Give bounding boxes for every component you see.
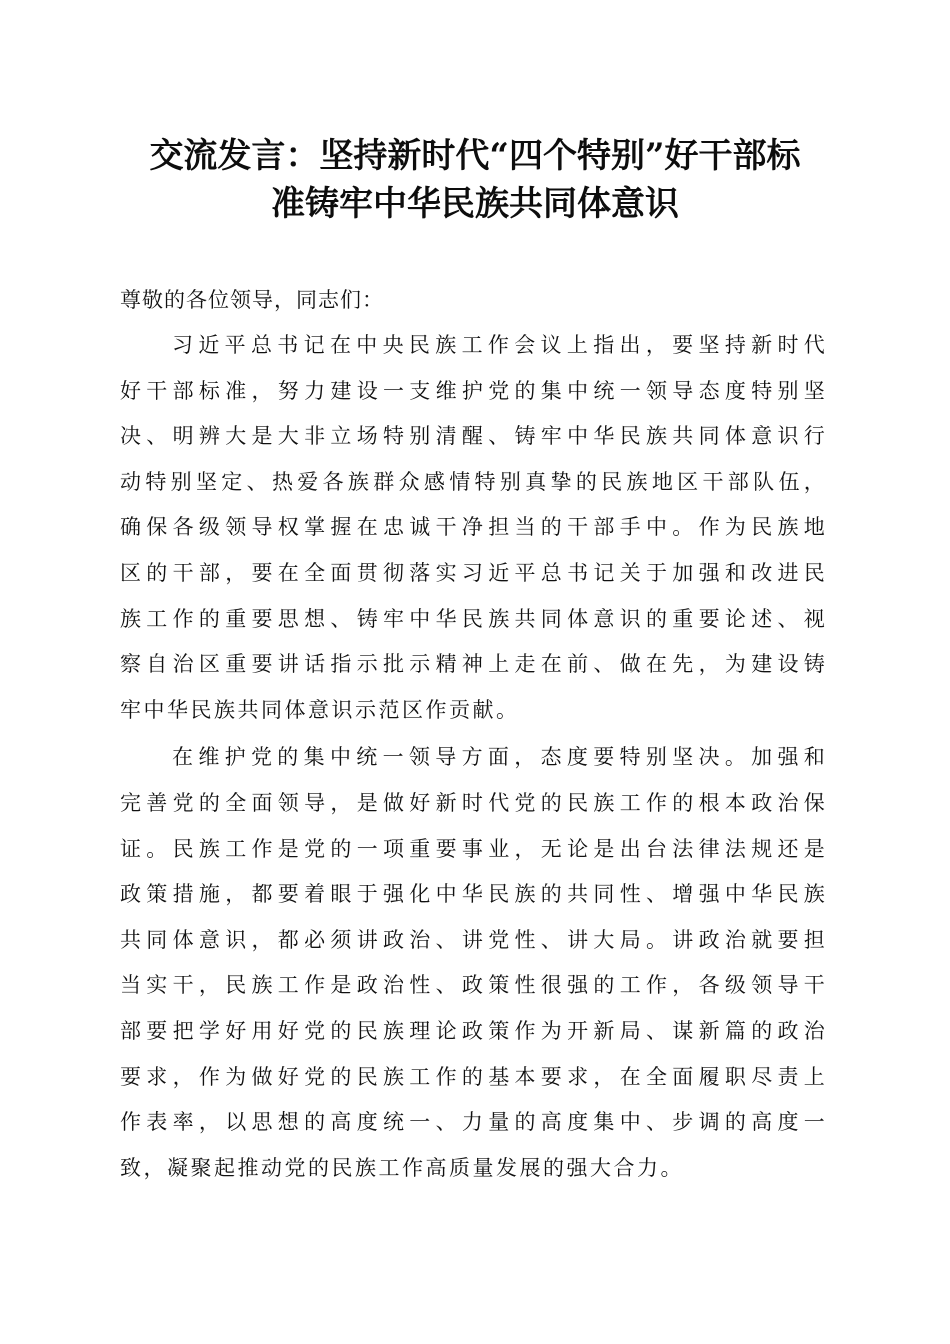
paragraph-line: 习近平总书记在中央民族工作会议上指出，要坚持新时代 [172,333,825,357]
paragraph-line: 好干部标准，努力建设一支维护党的集中统一领导态度特别坚 [120,378,825,403]
paragraph-line: 作表率，以思想的高度统一、力量的高度集中、步调的高度一 [120,1110,825,1135]
paragraph-1 [120,323,825,733]
paragraph-line: 当实干，民族工作是政治性、政策性很强的工作，各级领导干 [120,973,825,998]
paragraph-line: 政策措施，都要着眼于强化中华民族的共同性、增强中华民族 [120,882,825,907]
paragraph-line: 决、明辨大是大非立场特别清醒、铸牢中华民族共同体意识行 [120,424,825,449]
paragraph-line: 确保各级领导权掌握在忠诚干净担当的干部手中。作为民族地 [120,515,825,540]
paragraph-line: 致，凝聚起推动党的民族工作高质量发展的强大合力。 [120,1155,684,1180]
paragraph-line: 在维护党的集中统一领导方面，态度要特别坚决。加强和 [172,745,825,770]
salutation: 尊敬的各位领导，同志们： [120,288,384,312]
paragraph-line: 族工作的重要思想、铸牢中华民族共同体意识的重要论述、视 [120,606,825,631]
paragraph-line: 部要把学好用好党的民族理论政策作为开新局、谋新篇的政治 [120,1018,825,1043]
paragraph-line: 牢中华民族共同体意识示范区作贡献。 [120,697,520,722]
paragraph-line: 察自治区重要讲话指示批示精神上走在前、做在先，为建设铸 [120,652,825,677]
paragraph-line: 要求，作为做好党的民族工作的基本要求，在全面履职尽责上 [120,1064,825,1089]
document-body [120,277,825,1191]
paragraph-line: 完善党的全面领导，是做好新时代党的民族工作的根本政治保 [120,790,825,815]
paragraph-line: 共同体意识，都必须讲政治、讲党性、讲大局。讲政治就要担 [120,927,825,952]
document-title [110,132,840,228]
paragraph-line: 区的干部，要在全面贯彻落实习近平总书记关于加强和改进民 [120,560,825,585]
paragraph-2 [120,735,825,1191]
paragraph-line: 证。民族工作是党的一项重要事业，无论是出台法律法规还是 [120,836,825,861]
title-line-1: 交流发言：坚持新时代“四个特别”好干部标 [149,136,801,176]
paragraph-line: 动特别坚定、热爱各族群众感情特别真挚的民族地区干部队伍， [120,469,825,494]
title-line-2: 准铸牢中华民族共同体意识 [271,184,679,224]
